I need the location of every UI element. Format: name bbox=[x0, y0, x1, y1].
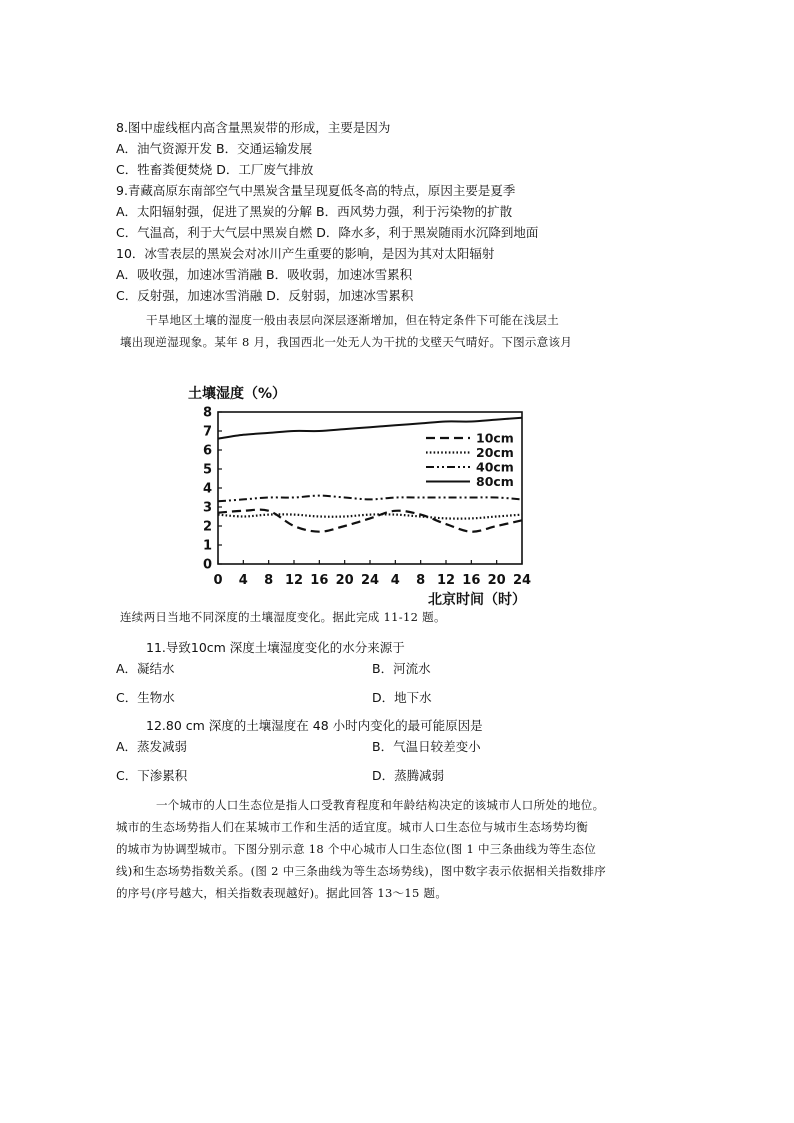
x-tick-label: 20 bbox=[487, 573, 506, 588]
y-tick-label: 3 bbox=[202, 500, 212, 516]
passage2-line2: 城市的生态场势指人们在某城市工作和生活的适宜度。城市人口生态位与城市生态场势均衡 bbox=[116, 820, 588, 834]
q11-stem: 11.导致10cm 深度土壤湿度变化的水分来源于 bbox=[146, 640, 405, 655]
legend-label-10cm: 10cm bbox=[476, 430, 514, 446]
q8-options-cd: C．牲畜粪便焚烧 D．工厂废气排放 bbox=[116, 162, 314, 177]
x-tick-label: 12 bbox=[284, 573, 304, 588]
q12-option-c: C．下渗累积 bbox=[116, 768, 188, 783]
q10-stem: 10．冰雪表层的黑炭会对冰川产生重要的影响，是因为其对太阳辐射 bbox=[116, 246, 495, 261]
legend-label-40cm: 40cm bbox=[476, 459, 514, 475]
series-line-10cm bbox=[218, 510, 522, 532]
x-axis-label: 北京时间（时） bbox=[428, 592, 526, 608]
q9-options-cd: C．气温高，利于大气层中黑炭自燃 D．降水多，利于黑炭随雨水沉降到地面 bbox=[116, 225, 539, 240]
passage2-line4: 线)和生态场势指数关系。(图 2 中三条曲线为等生态场势线)，图中数字表示依据相关指数排序 bbox=[116, 864, 607, 878]
y-tick-label: 6 bbox=[202, 443, 212, 459]
q11-option-a: A．凝结水 bbox=[116, 661, 175, 676]
q9-stem: 9.青藏高原东南部空气中黑炭含量呈现夏低冬高的特点，原因主要是夏季 bbox=[116, 183, 516, 198]
passage1-line1: 干旱地区土壤的湿度一般由表层向深层逐渐增加，但在特定条件下可能在浅层土 bbox=[146, 313, 559, 327]
q8-stem: 8.图中虚线框内高含量黑炭带的形成，主要是因为 bbox=[116, 120, 391, 135]
y-tick-label: 7 bbox=[202, 424, 212, 440]
q11-option-c: C．生物水 bbox=[116, 690, 175, 705]
passage2-line5: 的序号(序号越大，相关指数表现越好)。据此回答 13～15 题。 bbox=[116, 886, 448, 900]
q12-option-a: A．蒸发减弱 bbox=[116, 739, 188, 754]
q12-option-b: B．气温日较差变小 bbox=[372, 739, 481, 754]
y-tick-label: 8 bbox=[202, 405, 212, 421]
x-tick-label: 8 bbox=[264, 573, 274, 588]
q9-options-ab: A．太阳辐射强，促进了黑炭的分解 B．西风势力强，利于污染物的扩散 bbox=[116, 204, 513, 219]
x-tick-label: 20 bbox=[335, 573, 354, 588]
passage1-line2: 壤出现逆湿现象。某年 8 月，我国西北一处无人为干扰的戈壁天气晴好。下图示意该月 bbox=[120, 335, 573, 349]
legend-label-80cm: 80cm bbox=[476, 474, 514, 489]
passage2-line3: 的城市为协调型城市。下图分别示意 18 个中心城市人口生态位(图 1 中三条曲线为等生态位 bbox=[116, 842, 597, 856]
passage1-line3: 连续两日当地不同深度的土壤湿度变化。据此完成 11-12 题。 bbox=[120, 610, 446, 624]
x-tick-label: 8 bbox=[416, 573, 426, 588]
q10-options-cd: C．反射强，加速冰雪消融 D．反射弱，加速冰雪累积 bbox=[116, 288, 414, 303]
legend-label-20cm: 20cm bbox=[476, 445, 514, 460]
y-tick-label: 2 bbox=[202, 519, 212, 535]
chart-legend bbox=[426, 431, 514, 490]
q11-option-d: D．地下水 bbox=[372, 690, 432, 705]
passage2-line1: 一个城市的人口生态位是指人口受教育程度和年龄结构决定的该城市人口所处的地位。 bbox=[156, 798, 605, 812]
y-tick-label: 0 bbox=[202, 557, 212, 573]
q12-option-d: D．蒸腾减弱 bbox=[372, 768, 445, 783]
x-tick-label: 4 bbox=[390, 573, 400, 588]
soil-moisture-chart bbox=[180, 378, 540, 610]
y-axis-label: 土壤湿度（%） bbox=[188, 386, 287, 402]
x-tick-label: 24 bbox=[360, 573, 380, 588]
y-tick-label: 4 bbox=[202, 481, 212, 497]
x-tick-label: 24 bbox=[512, 573, 532, 588]
q11-option-b: B．河流水 bbox=[372, 661, 431, 676]
y-tick-label: 1 bbox=[202, 538, 212, 554]
x-tick-label: 16 bbox=[462, 573, 481, 588]
series-line-40cm bbox=[218, 496, 522, 502]
y-tick-label: 5 bbox=[202, 462, 212, 478]
x-tick-label: 16 bbox=[310, 573, 329, 588]
q10-options-ab: A．吸收强，加速冰雪消融 B．吸收弱，加速冰雪累积 bbox=[116, 267, 413, 282]
q12-stem: 12.80 cm 深度的土壤湿度在 48 小时内变化的最可能原因是 bbox=[146, 718, 483, 733]
x-tick-label: 4 bbox=[238, 573, 248, 588]
q8-options-ab: A．油气资源开发 B．交通运输发展 bbox=[116, 141, 313, 156]
x-tick-label: 12 bbox=[436, 573, 456, 588]
x-tick-label: 0 bbox=[213, 573, 223, 588]
